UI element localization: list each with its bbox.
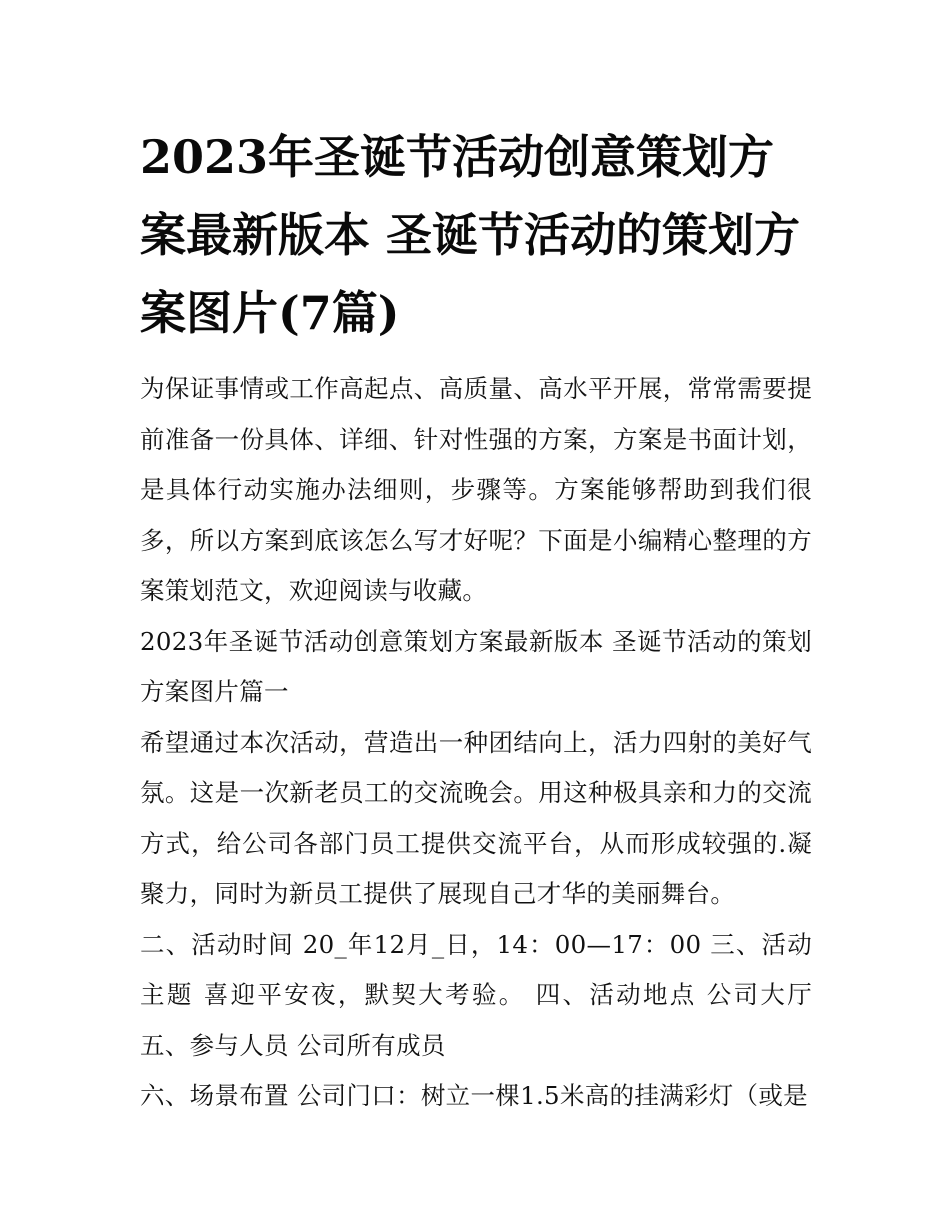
body-paragraph: 希望通过本次活动，营造出一种团结向上，活力四射的美好气氛。这是一次新老员工的交流晚会。用这种极具亲和力的交流方式，给公司各部门员工提供交流平台，从而形成较强的.凝聚力，同时为新员工提供了展现自己才华的美丽舞台。 xyxy=(140,727,812,908)
section-heading: 2023年圣诞节活动创意策划方案最新版本 圣诞节活动的策划方案图片篇一 xyxy=(140,626,812,706)
body-paragraph: 六、场景布置 公司门口：树立一棵1.5米高的挂满彩灯（或是 xyxy=(140,1081,808,1110)
document-page xyxy=(140,118,812,1122)
intro-paragraph: 为保证事情或工作高起点、高质量、高水平开展，常常需要提前准备一份具体、详细、针对性强的方案，方案是书面计划，是具体行动实施办法细则，步骤等。方案能够帮助到我们很多，所以方案到底该怎么写才好呢？下面是小编精心整理的方案策划范文，欢迎阅读与收藏。 xyxy=(140,374,812,605)
body-paragraph: 二、活动时间 20_年12月_日，14：00—17：00 三、活动主题 喜迎平安夜，默契大考验。 四、活动地点 公司大厅 五、参与人员 公司所有成员 xyxy=(140,929,812,1060)
document-title: 2023年圣诞节活动创意策划方案最新版本 圣诞节活动的策划方案图片(7篇) xyxy=(140,130,801,340)
